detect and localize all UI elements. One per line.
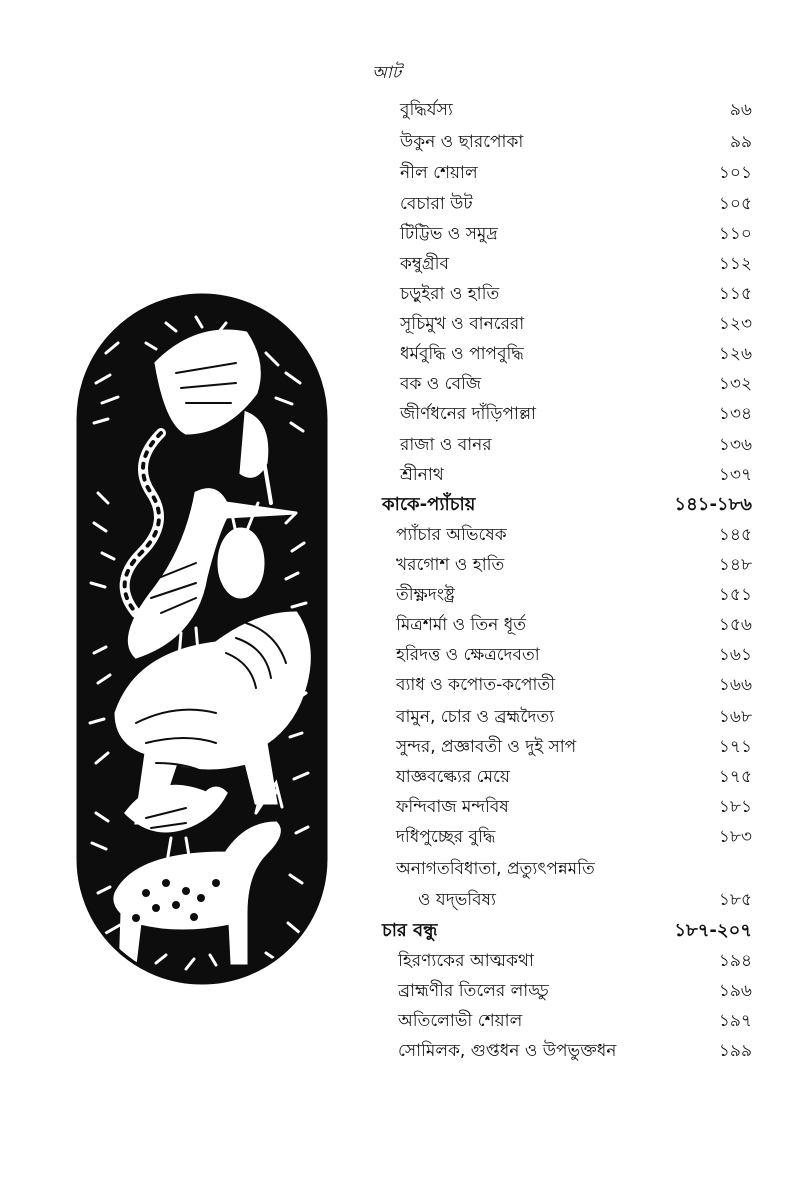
toc-entry-page: ১৪৫ (718, 525, 752, 545)
toc-entry (0, 339, 800, 369)
toc-entry (0, 854, 800, 884)
toc-entry-title: টিট্টিভ ও সমুদ্র (400, 224, 498, 244)
toc-entry (0, 885, 800, 915)
toc-entry (0, 249, 800, 279)
toc-entry-page: ১৩৭ (718, 465, 752, 485)
toc-entry-title: প্যাঁচার অভিষেক (396, 525, 507, 545)
toc-entry (0, 762, 800, 792)
toc-entry (0, 702, 800, 732)
toc-entry (0, 550, 800, 580)
toc-entry (0, 670, 800, 700)
toc-entry (0, 732, 800, 762)
toc-entry-page: ১৫১ (718, 585, 752, 605)
toc-entry-page: ৯৯ (729, 132, 752, 152)
toc-entry (0, 1036, 800, 1066)
toc-entry-page: ১৬১ (718, 645, 752, 665)
toc-entry (0, 520, 800, 550)
toc-entry-title: সোমিলক, গুপ্তধন ও উপভুক্তধন (398, 1041, 617, 1061)
toc-entry-page: ১৩৬ (718, 435, 752, 455)
toc-entry-page: ১৮১ (718, 797, 752, 817)
toc-entry-page: ১১৫ (718, 284, 752, 304)
toc-entry-title: সুন্দর, প্রজ্ঞাবতী ও দুই সাপ (396, 737, 577, 757)
toc-entry-page: ১৭৫ (718, 767, 752, 787)
toc-entry-page: ১০১ (718, 163, 752, 183)
toc-entry (0, 219, 800, 249)
toc-entry-title: শ্রীনাথ (400, 465, 444, 485)
toc-entry (0, 369, 800, 399)
toc-entry (0, 95, 800, 125)
toc-entry (0, 460, 800, 490)
toc-entry-page: ১৫৬ (718, 615, 752, 635)
toc-entry-title: চড়ুইরা ও হাতি (400, 284, 500, 304)
toc-entry (0, 610, 800, 640)
toc-entry (0, 309, 800, 339)
toc-entry (0, 127, 800, 157)
toc-entry (0, 279, 800, 309)
toc-entry-page: ১৯৯ (718, 1041, 752, 1061)
toc-entry-page: ১৩২ (718, 374, 752, 394)
toc-entry-title: হিরণ্যকের আত্মকথা (398, 951, 534, 971)
toc-entry (0, 399, 800, 429)
toc-entry-page: ১৩৪ (718, 404, 752, 424)
toc-entry-title: হরিদত্ত ও ক্ষেত্রদেবতা (396, 645, 540, 665)
toc-section-heading (0, 916, 800, 946)
toc-entry (0, 1006, 800, 1036)
toc-entry-page: ১৪৮ (718, 555, 752, 575)
toc-entry-title: বক ও বেজি (400, 374, 482, 394)
toc-entry-title: ও যদ্‌ভবিষ্য (418, 890, 496, 910)
toc-entry-title: ব্যাধ ও কপোত-কপোতী (396, 675, 556, 695)
toc-entry-title: কাকে-প্যাঁচায় (382, 494, 476, 515)
toc-entry-page: ১৬৮ (718, 707, 752, 727)
toc-entry-title: বেচারা উট (400, 194, 473, 214)
toc-entry-page: ১১০ (718, 224, 752, 244)
toc-entry-page: ১১২ (718, 254, 752, 274)
toc-entry-title: দধিপুচ্ছের বুদ্ধি (396, 827, 496, 847)
toc-entry (0, 640, 800, 670)
toc-entry (0, 946, 800, 976)
toc-entry-title: বামুন, চোর ও ব্রহ্মদৈত্য (396, 707, 555, 727)
toc-entry (0, 430, 800, 460)
toc-entry-page: ১৪১-১৮৬ (674, 494, 752, 515)
toc-entry-title: জীর্ণধনের দাঁড়িপাল্লা (400, 404, 536, 424)
toc-entry-title: যাজ্ঞবল্ক্যের মেয়ে (396, 767, 510, 787)
toc-entry-title: তীক্ষ্ণদংষ্ট্র (396, 585, 455, 605)
toc-entry-title: চার বন্ধু (382, 920, 438, 941)
toc-entry-page: ১২৬ (718, 344, 752, 364)
toc-entry-page: ১৭১ (718, 737, 752, 757)
toc-entry-page: ১৮৭-২০৭ (674, 920, 752, 941)
toc-entry-title: রাজা ও বানর (400, 435, 492, 455)
toc-entry (0, 976, 800, 1006)
toc-entry-page: ১৯৭ (718, 1011, 752, 1031)
toc-entry-page: ১৬৬ (718, 675, 752, 695)
toc-entry (0, 158, 800, 188)
toc-entry (0, 189, 800, 219)
toc-entry-title: উকুন ও ছারপোকা (400, 132, 524, 152)
toc-entry-title: সূচিমুখ ও বানরেরা (400, 314, 525, 334)
toc-entry (0, 580, 800, 610)
toc-entry-page: ৯৬ (729, 100, 752, 120)
toc-entry-page: ১৯৪ (718, 951, 752, 971)
toc-entry-title: ফন্দিবাজ মন্দবিষ (396, 797, 509, 817)
toc-entry (0, 822, 800, 852)
toc-entry-page: ১৮৫ (718, 890, 752, 910)
toc-entry-title: অনাগতবিধাতা, প্রত্যুৎপন্নমতি (396, 859, 595, 879)
toc-entry-title: নীল শেয়াল (400, 163, 478, 183)
toc-entry-page: ১৯৬ (718, 981, 752, 1001)
toc-section-heading (0, 490, 800, 520)
toc-entry-title: ধর্মবুদ্ধি ও পাপবুদ্ধি (400, 344, 524, 364)
toc-entry-title: কম্বুগ্রীব (400, 254, 449, 274)
toc-entry-title: মিত্রশর্মা ও তিন ধূর্ত (396, 615, 526, 635)
toc-entry-page: ১২৩ (718, 314, 752, 334)
toc-entry-title: বুদ্ধির্যস্য (400, 100, 453, 120)
toc-entry-title: ব্রাহ্মণীর তিলের লাড্ডু (398, 981, 549, 1001)
toc-entry-page: ১০৫ (718, 194, 752, 214)
toc-entry (0, 792, 800, 822)
toc-entry-page: ১৮৩ (718, 827, 752, 847)
page-number-label: আট (372, 63, 402, 83)
toc-entry-title: খরগোশ ও হাতি (396, 555, 505, 575)
toc-entry-title: অতিলোভী শেয়াল (398, 1011, 523, 1031)
